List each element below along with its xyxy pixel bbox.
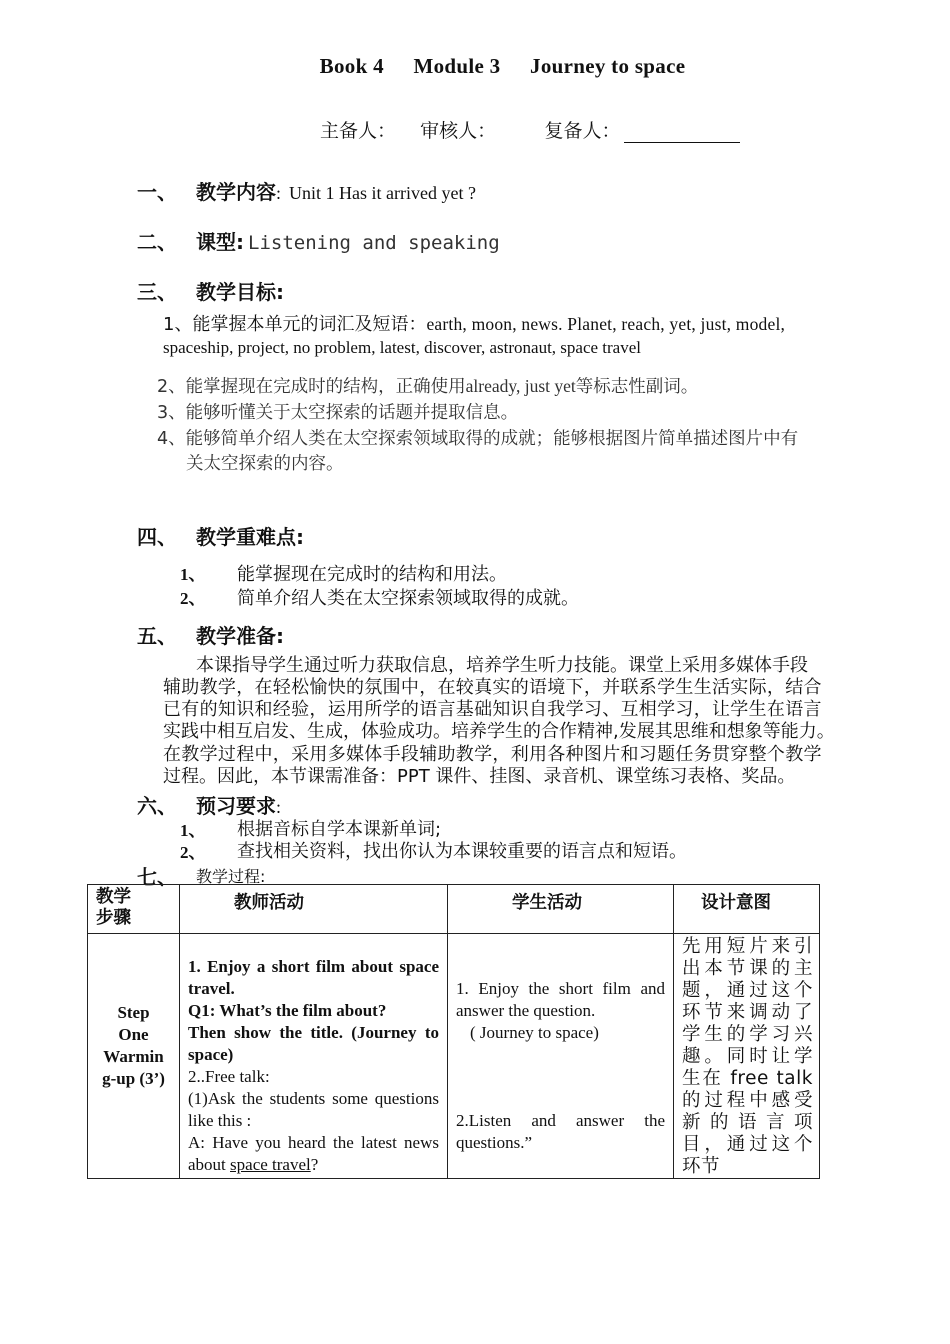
section-3-label: 教学目标:	[196, 280, 284, 304]
step-line-3: Warmin	[103, 1047, 164, 1066]
design-intent-cell: 先用短片来引出本节课的主题，通过这个环节来调动了学生的学习兴趣。同时让学生在 free talk 的过程中感受新的语言项目，通过这个环节	[674, 934, 820, 1179]
section-1-label: 教学内容	[196, 180, 276, 204]
prep-req-2-num: 2、	[180, 843, 206, 862]
table-header-row	[88, 885, 820, 934]
section-1-content: Unit 1 Has it arrived yet ?	[289, 183, 476, 203]
header-student: 学生活动	[448, 885, 674, 934]
goal-4-continued: 关太空探索的内容。	[186, 454, 344, 474]
preparer-blank	[624, 124, 740, 143]
prep-line-4: 实践中相互启发、生成，体验成功。培养学生的合作精神,发展其思维和想象等能力。	[163, 721, 835, 742]
goal-1	[163, 313, 863, 336]
document-title	[0, 54, 950, 79]
student-spacer	[456, 1044, 665, 1110]
section-4	[137, 521, 177, 550]
prep-req-1-num: 1、	[180, 821, 206, 840]
section-2	[137, 226, 177, 255]
section-7-num: 七、	[137, 865, 177, 889]
student-activity-cell	[448, 934, 674, 1179]
section-4-label: 教学重难点:	[196, 525, 304, 549]
teacher-activity-cell	[180, 934, 448, 1179]
section-4-num: 四、	[137, 525, 177, 549]
step-line-2: One	[118, 1025, 149, 1044]
teacher-sample-question	[188, 1132, 439, 1176]
goal-2-a: 2、能掌握现在完成时的结构，正确使用	[157, 377, 466, 397]
section-3-num: 三、	[137, 280, 177, 304]
section-1-body	[196, 176, 476, 205]
teacher-sample-a: A: Have you heard the latest news about	[188, 1133, 439, 1174]
prep-req-2: 查找相关资料，找出你认为本课较重要的语言点和短语。	[237, 841, 687, 862]
section-1-colon: :	[276, 183, 282, 203]
teacher-step-1: 1. Enjoy a short film about space travel.	[188, 957, 439, 998]
prep-line-6: 过程。因此，本节课需准备：PPT 课件、挂图、录音机、课堂练习表格、奖品。	[163, 766, 796, 787]
prep-req-1: 根据音标自学本课新单词;	[237, 819, 442, 840]
teacher-ask-students: (1)Ask the students some questions like this :	[188, 1089, 439, 1130]
goal-1-words: earth, moon, news. Planet, reach, yet, just, model,	[426, 314, 786, 334]
header-step-line-1: 教学	[96, 887, 131, 907]
section-1	[137, 176, 177, 205]
section-5-label: 教学准备:	[196, 624, 284, 648]
teaching-process-table	[87, 884, 820, 1179]
section-6	[137, 790, 177, 819]
key-point-2-num: 2、	[180, 589, 206, 608]
step-line-1: Step	[117, 1003, 150, 1022]
title-book: Book 4	[319, 54, 384, 78]
section-2-content: Listening and speaking	[248, 232, 500, 254]
section-5	[137, 620, 177, 649]
header-step	[88, 885, 180, 934]
header-teacher: 教师活动	[180, 885, 448, 934]
goal-2	[157, 373, 698, 398]
goal-4: 4、能够简单介绍人类在太空探索领域取得的成就；能够根据图片简单描述图片中有	[157, 429, 799, 449]
key-point-1-num: 1、	[180, 565, 206, 584]
section-6-num: 六、	[137, 794, 177, 818]
preparers-labels: 主备人： 审核人： 复备人：	[320, 120, 621, 142]
title-module: Module 3	[413, 54, 501, 78]
student-step-2: 2.Listen and answer the questions.”	[456, 1111, 665, 1152]
prep-line-1: 本课指导学生通过听力获取信息，培养学生听力技能。课堂上采用多媒体手段	[196, 655, 808, 676]
prep-line-2: 辅助教学，在轻松愉快的氛围中，在较真实的语境下，并联系学生生活实际，结合	[163, 677, 822, 698]
key-point-1: 能掌握现在完成时的结构和用法。	[237, 564, 507, 585]
teacher-show-title: Then show the title. (Journey to space)	[188, 1023, 439, 1064]
step-line-4: g-up (3’)	[102, 1069, 165, 1088]
step-cell	[88, 934, 180, 1179]
teacher-sample-b: space travel	[230, 1155, 311, 1174]
goal-2-b: already, just yet	[465, 376, 576, 396]
title-topic: Journey to space	[530, 54, 686, 78]
section-7-label: 教学过程:	[196, 867, 266, 886]
table-row	[88, 934, 820, 1179]
teacher-free-talk: 2..Free talk:	[188, 1067, 270, 1086]
goal-2-c: 等标志性副词。	[575, 377, 699, 397]
preparers-line	[320, 116, 740, 143]
section-2-label: 课型:	[196, 230, 244, 254]
teacher-question-1: Q1: What’s the film about?	[188, 1001, 387, 1020]
prep-line-5: 在教学过程中，采用多媒体手段辅助教学，利用各种图片和习题任务贯穿整个教学	[163, 744, 822, 765]
key-point-2: 简单介绍人类在太空探索领域取得的成就。	[237, 588, 579, 609]
section-5-num: 五、	[137, 624, 177, 648]
section-6-colon: :	[276, 797, 282, 817]
header-design: 设计意图	[674, 885, 820, 934]
student-step-1: 1. Enjoy the short film and answer the question.	[456, 979, 665, 1020]
section-6-label: 预习要求	[196, 794, 276, 818]
student-answer-1: ( Journey to space)	[470, 1023, 599, 1042]
section-3	[137, 276, 177, 305]
goal-1-continued: spaceship, project, no problem, latest, discover, astronaut, space travel	[163, 338, 641, 357]
goal-1-prefix: 1、能掌握本单元的词汇及短语：	[163, 314, 427, 335]
section-2-num: 二、	[137, 230, 177, 254]
section-2-body	[196, 226, 500, 255]
teacher-sample-c: ?	[310, 1155, 319, 1174]
goal-3: 3、能够听懂关于太空探索的话题并提取信息。	[157, 403, 519, 423]
header-step-line-2: 步骤	[96, 908, 131, 928]
section-1-num: 一、	[137, 180, 177, 204]
prep-line-3: 已有的知识和经验，运用所学的语言基础知识自我学习、互相学习，让学生在语言	[163, 699, 822, 720]
